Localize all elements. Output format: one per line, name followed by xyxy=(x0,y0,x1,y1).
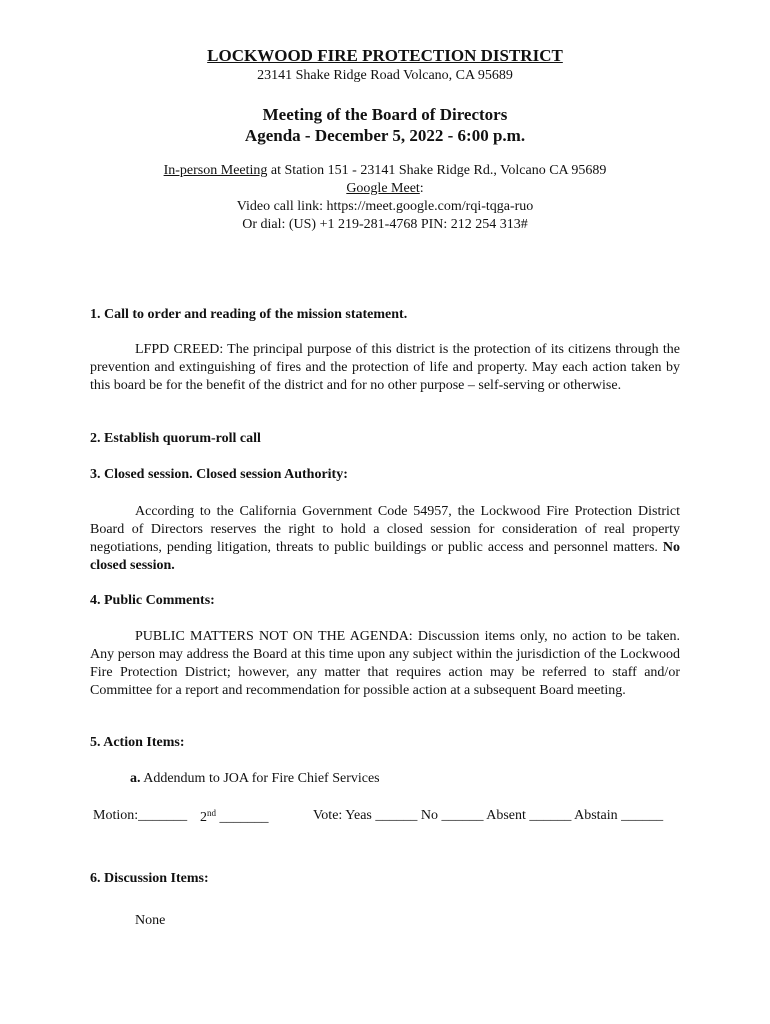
item-4-public-comments-text: PUBLIC MATTERS NOT ON THE AGENDA: Discussion items only, no action to be taken. Any person may address the Board at this time upon any subject within the jurisdiction of the Lockwood Fire Protection District; however, any matter that requires action may be referred to staff and/or Committee for a report and recommendation for possible action at a subsequent Board meeting. xyxy=(90,629,680,698)
in-person-line xyxy=(0,163,770,179)
dial-in-line: Or dial: (US) +1 219-281-4768 PIN: 212 254 313# xyxy=(242,217,528,232)
in-person-location: at Station 151 - 23141 Shake Ridge Rd., Volcano CA 95689 xyxy=(267,163,607,178)
item-4-heading: 4. Public Comments: xyxy=(90,593,215,608)
item-3-no-closed-session: No closed session. xyxy=(90,540,680,573)
second-number: 2 xyxy=(200,810,207,825)
item-5-heading: 5. Action Items: xyxy=(90,735,185,750)
item-5a-text: Addendum to JOA for Fire Chief Services xyxy=(140,771,380,786)
item-6-heading: 6. Discussion Items: xyxy=(90,871,209,886)
item-3-closed-session-text xyxy=(90,503,680,575)
google-meet-link[interactable]: Google Meet xyxy=(346,181,420,196)
google-meet-colon: : xyxy=(419,181,424,196)
item-6-none: None xyxy=(135,913,166,928)
motion-blank: Motion:_______ xyxy=(93,808,188,823)
second-suffix: nd xyxy=(207,808,216,818)
agenda-date-line: Agenda - December 5, 2022 - 6:00 p.m. xyxy=(244,126,526,145)
in-person-label: In-person Meeting xyxy=(163,163,268,178)
item-1-creed: LFPD CREED: The principal purpose of this district is the protection of its citizens through the prevention and extinguishing of fires and the protection of life and property. May each action taken by this board be for the benefit of the district and for no other purpose – self-serving or otherwise. xyxy=(90,342,680,393)
item-3-heading: 3. Closed session. Closed session Authority: xyxy=(90,467,348,482)
motion-line xyxy=(93,808,187,824)
second-line xyxy=(200,808,269,826)
item-3-body: According to the California Government Code 54957, the Lockwood Fire Protection District Board of Directors reserves the right to hold a closed session for consideration of real property negotiations, pending litigation, threats to public buildings or public access and personnel matters. xyxy=(90,504,680,555)
item-1-heading: 1. Call to order and reading of the mission statement. xyxy=(90,307,408,322)
item-2-heading: 2. Establish quorum-roll call xyxy=(90,431,261,446)
second-blank: _______ xyxy=(216,810,269,825)
video-call-link[interactable]: Video call link: https://meet.google.com/rqi-tqga-ruo xyxy=(236,199,534,214)
district-address: 23141 Shake Ridge Road Volcano, CA 95689 xyxy=(257,68,513,83)
google-meet-line xyxy=(0,181,770,197)
meeting-title: Meeting of the Board of Directors xyxy=(262,105,508,124)
item-5a-label: a. xyxy=(130,771,141,786)
district-title: LOCKWOOD FIRE PROTECTION DISTRICT xyxy=(207,46,563,65)
item-5a-line xyxy=(130,771,380,787)
vote-line: Vote: Yeas ______ No ______ Absent ______ Abstain ______ xyxy=(313,808,664,823)
